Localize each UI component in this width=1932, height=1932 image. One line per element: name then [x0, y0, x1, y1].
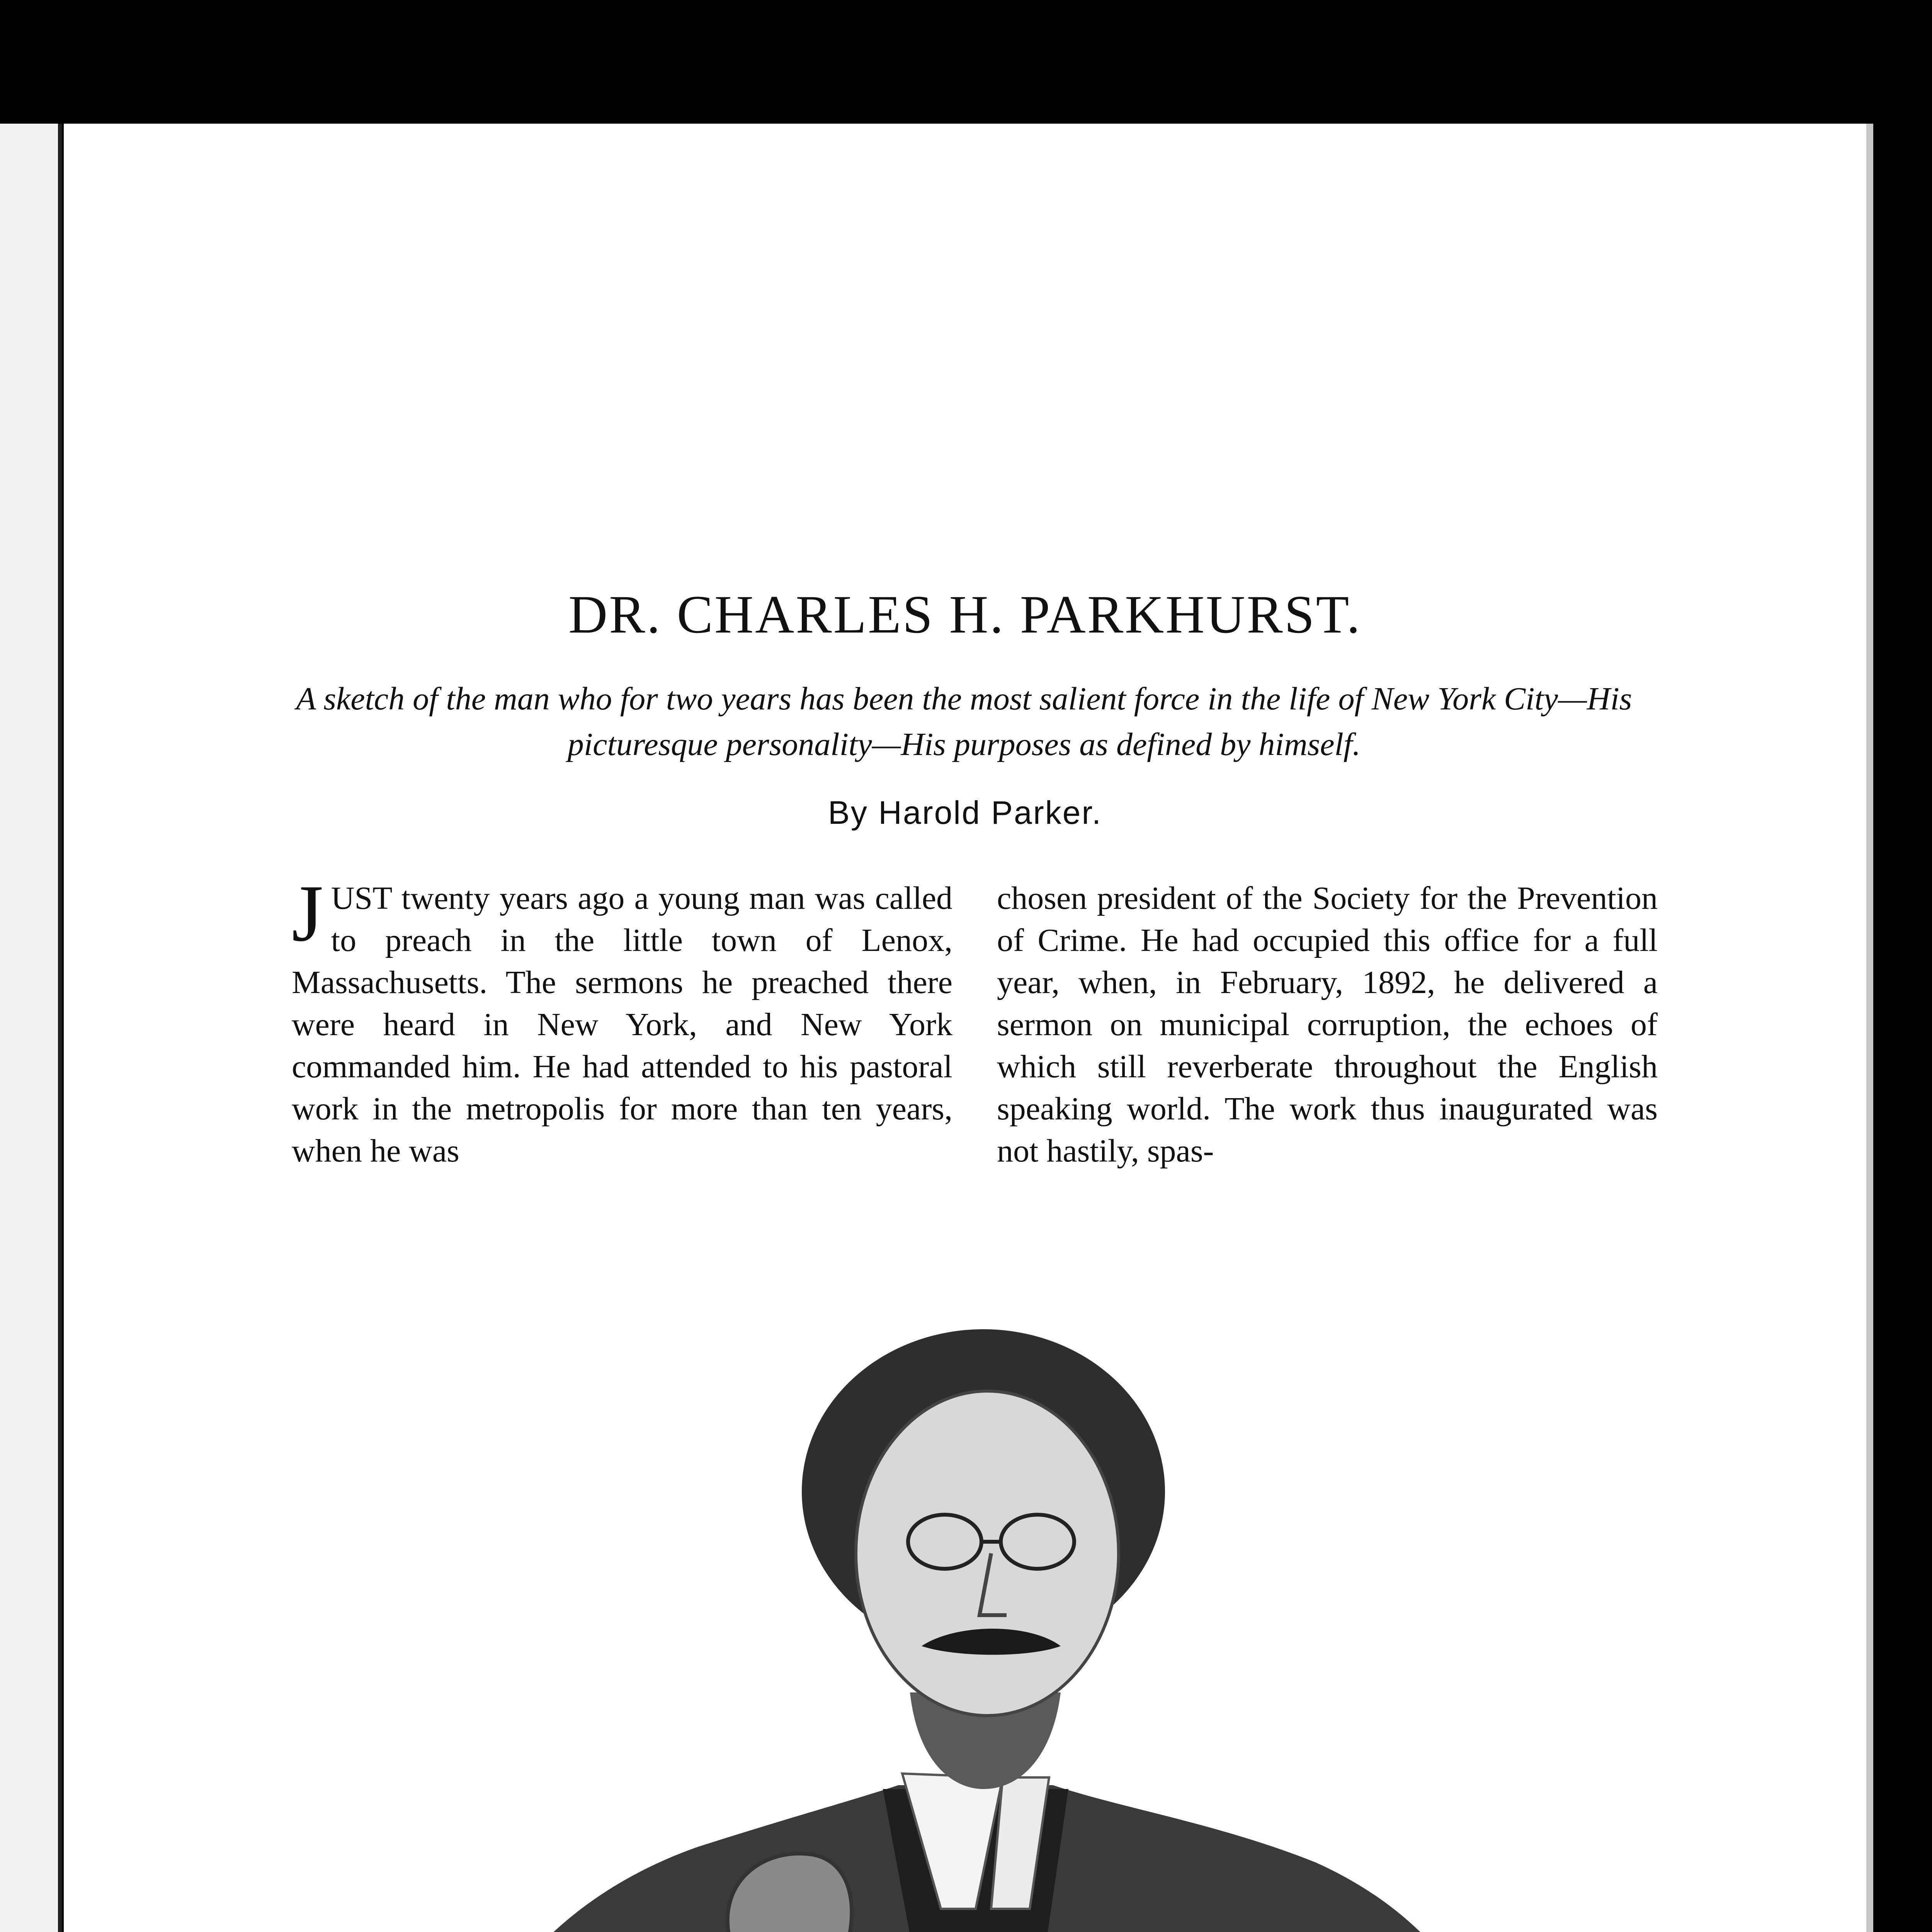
article-byline: By Harold Parker.	[828, 794, 1102, 831]
drop-cap: J	[292, 869, 323, 958]
facing-page-edge	[0, 124, 62, 1932]
portrait-sketch	[350, 1275, 1605, 1932]
magazine-page	[64, 124, 1873, 1932]
article-column-right: chosen president of the Society for the Prevention of Crime. He had occupied this office for a full year, when, in February, 1892, he delivered a sermon on municipal corruption, the echoes of which still reverberate throughout the English speaking world. The work thus inaugurated was not hastily, spas-	[997, 880, 1658, 1169]
article-title: DR. CHARLES H. PARKHURST.	[568, 585, 1362, 645]
column-left-text: UST twenty years ago a young man was called to preach in the little town of Lenox, Massachusetts. The sermons he preached there were heard in New York, and New York commanded him. He had attended to his pastoral work in the metropolis for more than ten years, when he was	[292, 880, 952, 1169]
pencil-portrait-image	[350, 1275, 1605, 1932]
article-subtitle: A sketch of the man who for two years has been the most salient force in the life of New York City—His picturesque personality—His purposes as defined by himself.	[296, 681, 1632, 762]
article-column-left	[292, 869, 952, 1172]
